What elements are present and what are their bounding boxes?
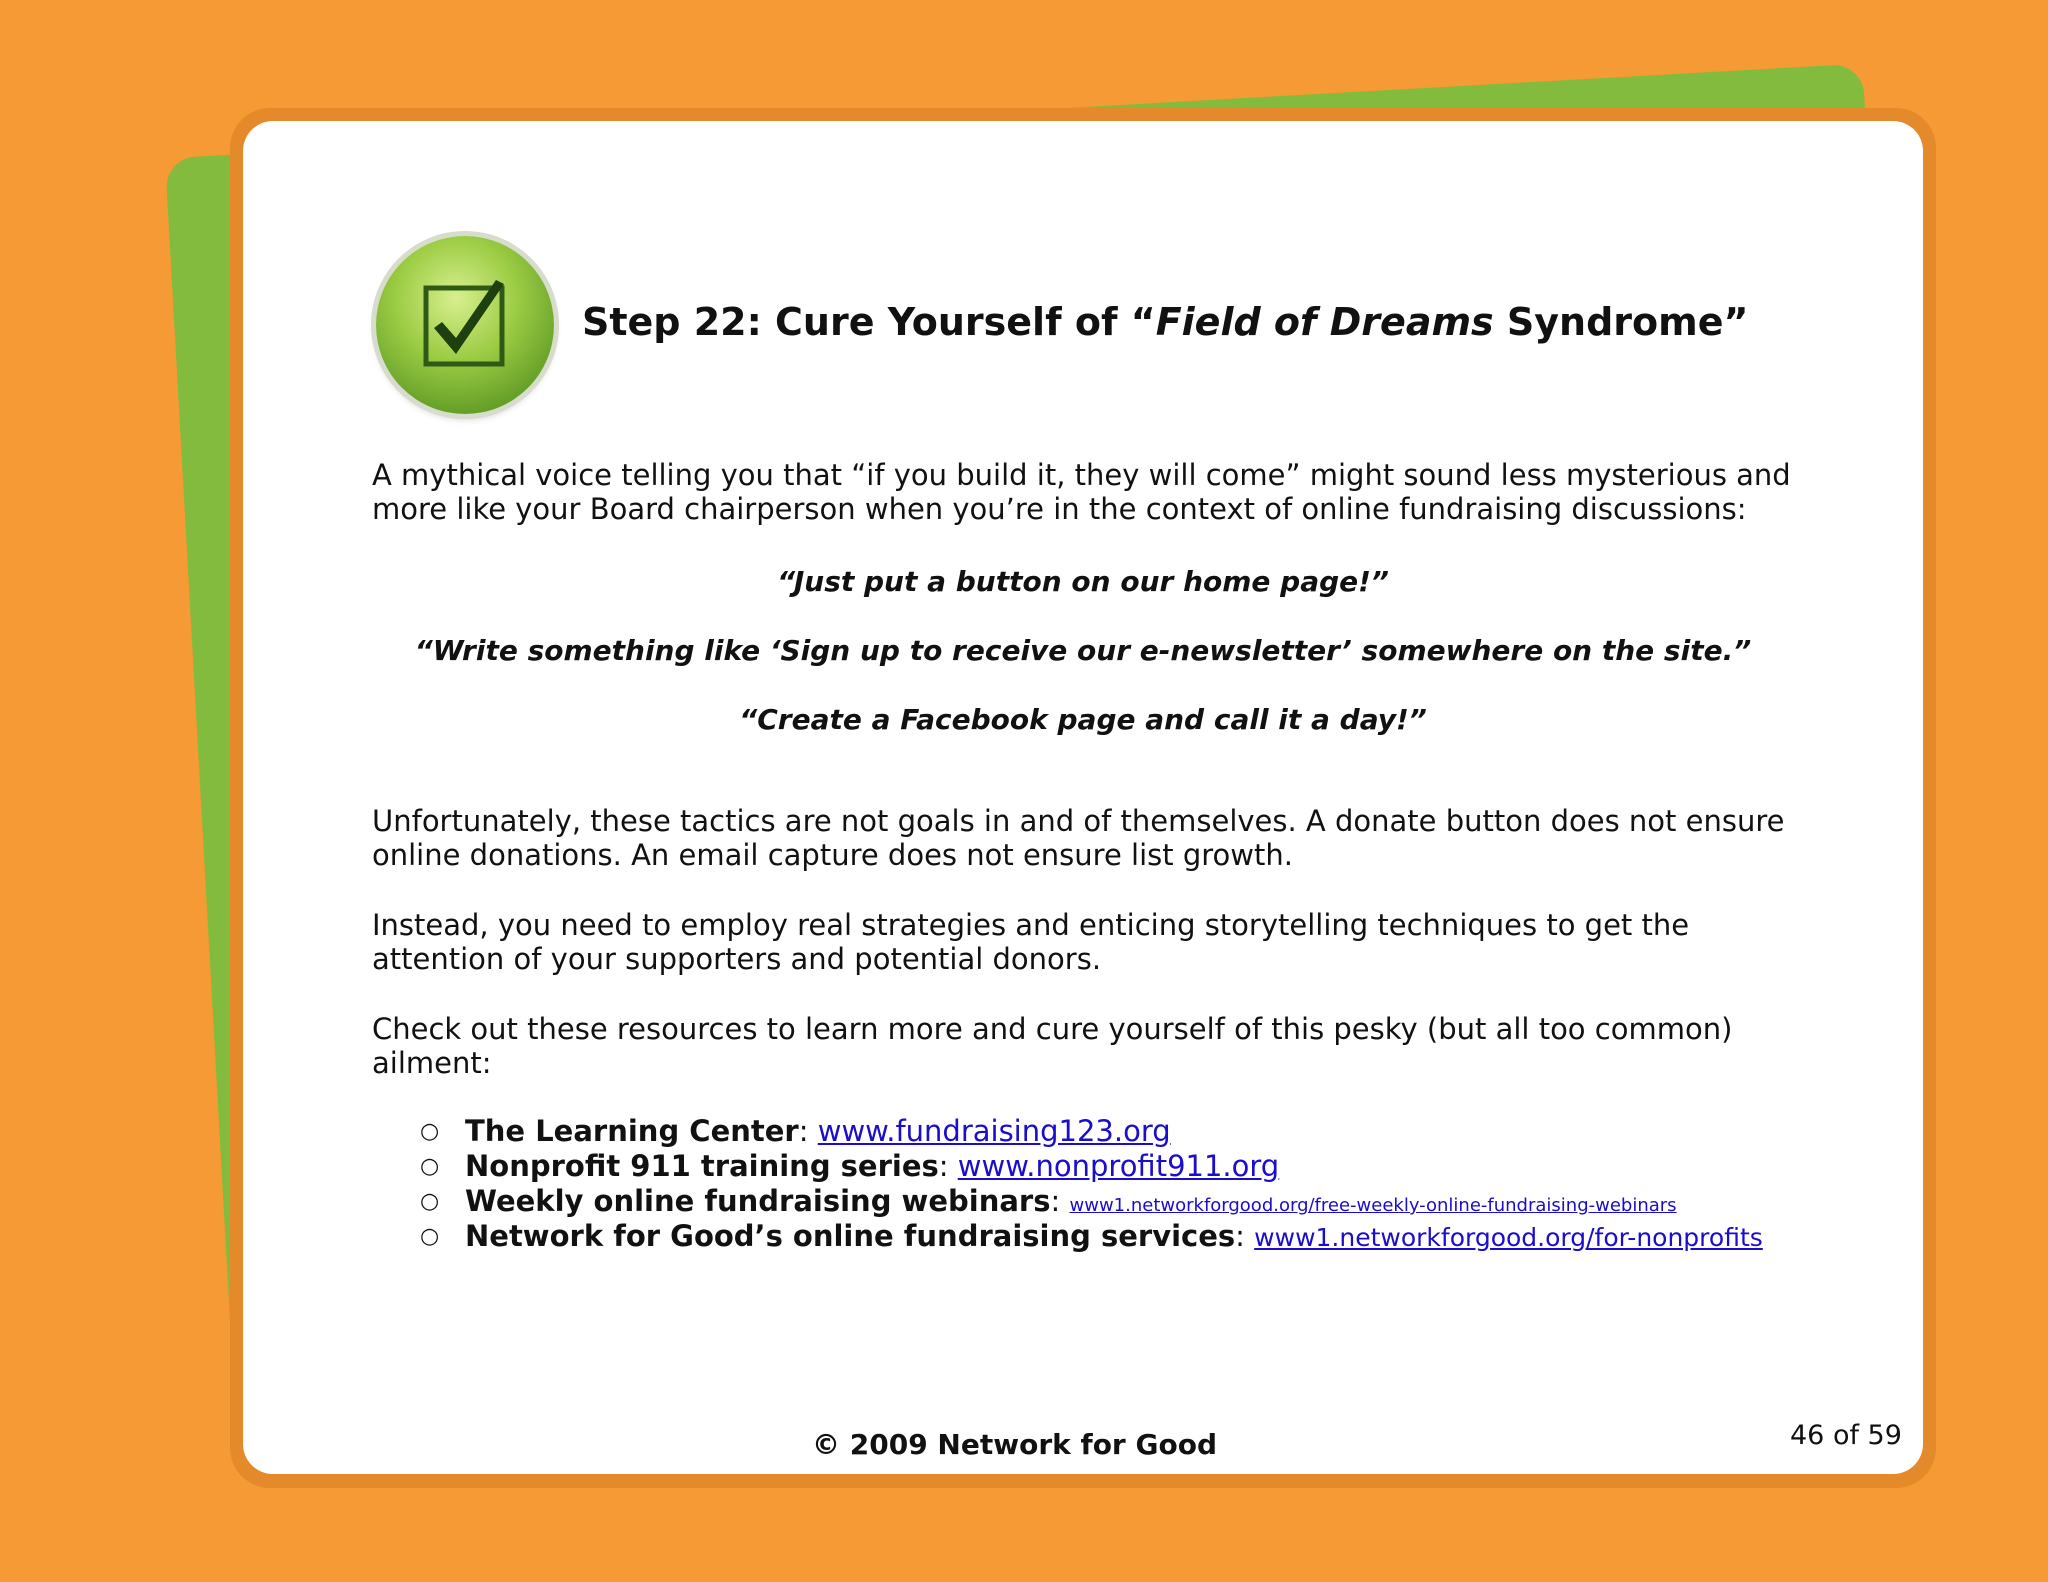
resource-separator: :: [1050, 1184, 1070, 1218]
bullet-icon: ○: [420, 1224, 440, 1249]
list-item: [372, 1184, 1872, 1219]
intro-paragraph: A mythical voice telling you that “if you build it, they will come” might sound less mysterious and more like your Board chairperson when you’re in the context of online fundraising discussions:: [372, 458, 1791, 526]
page-number: 46 of 59: [1790, 1420, 1902, 1451]
quote-2: “Write something like ‘Sign up to receive our e-newsletter’ somewhere on the site.”: [414, 634, 1752, 667]
resource-separator: :: [938, 1149, 958, 1183]
paragraph-tactics: Unfortunately, these tactics are not goals in and of themselves. A donate button does not ensure online donations. An email capture does not ensure list growth.: [372, 804, 1785, 872]
copyright-footer: © 2009 Network for Good: [812, 1428, 1217, 1461]
bullet-icon: ○: [420, 1189, 440, 1214]
bullet-icon: ○: [420, 1119, 440, 1144]
quote-3: “Create a Facebook page and call it a day!”: [739, 703, 1427, 736]
quote-1: “Just put a button on our home page!”: [777, 565, 1389, 598]
resource-link-nonprofit-911[interactable]: www.nonprofit911.org: [957, 1149, 1280, 1183]
resource-link-services[interactable]: www1.networkforgood.org/for-nonprofits: [1254, 1223, 1763, 1252]
paragraph-resources-intro: Check out these resources to learn more and cure yourself of this pesky (but all too common) ailment:: [372, 1012, 1733, 1080]
paragraph-strategies: Instead, you need to employ real strategies and enticing storytelling techniques to get the attention of your supporters and potential donors.: [372, 908, 1690, 976]
list-item: [372, 1149, 1872, 1184]
resource-separator: :: [1235, 1219, 1255, 1253]
resource-name: Network for Good’s online fundraising services: [465, 1219, 1236, 1253]
title-suffix: Syndrome”: [1493, 300, 1749, 344]
bullet-icon: ○: [420, 1154, 440, 1179]
resource-name: Nonprofit 911 training series: [465, 1149, 939, 1183]
resource-link-webinars[interactable]: www1.networkforgood.org/free-weekly-online-fundraising-webinars: [1069, 1195, 1677, 1216]
resource-link-learning-center[interactable]: www.fundraising123.org: [817, 1114, 1171, 1148]
checkmark-badge-icon: [376, 236, 554, 414]
title-italic: Field of Dreams: [1155, 300, 1494, 344]
resources-list: [372, 1114, 1872, 1254]
title-prefix: Step 22: Cure Yourself of “: [582, 300, 1156, 344]
page-title: [582, 300, 1749, 344]
list-item: [372, 1114, 1872, 1149]
resource-separator: :: [798, 1114, 818, 1148]
resource-name: The Learning Center: [465, 1114, 799, 1148]
resource-name: Weekly online fundraising webinars: [465, 1184, 1051, 1218]
list-item: [372, 1219, 1872, 1254]
